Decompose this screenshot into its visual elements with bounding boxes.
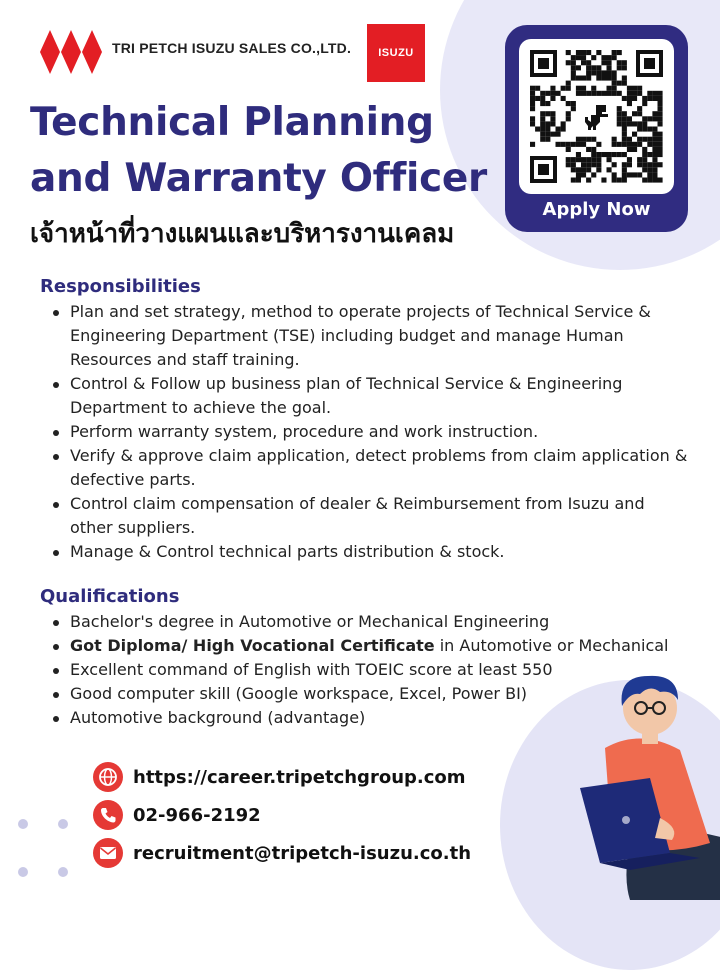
- list-item: Automotive background (advantage): [48, 706, 708, 730]
- responsibilities-heading: Responsibilities: [40, 276, 201, 297]
- phone-contact[interactable]: [93, 800, 261, 830]
- website-contact[interactable]: [93, 762, 466, 792]
- list-item: Excellent command of English with TOEIC score at least 550: [48, 658, 708, 682]
- qr-code[interactable]: [519, 39, 674, 194]
- qualification-emphasis: Got Diploma/ High Vocational Certificate: [70, 636, 435, 655]
- qr-code-icon: [530, 50, 663, 183]
- list-item: Plan and set strategy, method to operate projects of Technical Service & Engineering Department (TSE) including budget and manage Human Resources and staff training.: [48, 300, 688, 372]
- responsibilities-list: [48, 300, 688, 564]
- list-item: Control claim compensation of dealer & Reimbursement from Isuzu and other suppliers.: [48, 492, 688, 540]
- list-item: Verify & approve claim application, detect problems from claim application & defective parts.: [48, 444, 688, 492]
- list-item: Perform warranty system, procedure and work instruction.: [48, 420, 688, 444]
- mail-icon: [93, 838, 123, 868]
- list-item: Bachelor's degree in Automotive or Mechanical Engineering: [48, 610, 708, 634]
- qualification-rest: in Automotive or Mechanical: [434, 636, 669, 655]
- website-link[interactable]: https://career.tripetchgroup.com: [133, 766, 466, 788]
- job-title-line-1: Technical Planning: [30, 100, 434, 145]
- company-name: TRI PETCH ISUZU SALES CO.,LTD.: [112, 40, 352, 56]
- tri-petch-logo-icon: [40, 24, 102, 80]
- apply-now-button[interactable]: Apply Now: [542, 199, 651, 220]
- globe-icon: [93, 762, 123, 792]
- qualifications-heading: Qualifications: [40, 586, 180, 607]
- list-item: Manage & Control technical parts distribution & stock.: [48, 540, 688, 564]
- decorative-dots: [14, 815, 74, 879]
- apply-card[interactable]: [505, 25, 688, 232]
- person-with-laptop-illustration: [560, 668, 720, 900]
- list-item: Good computer skill (Google workspace, Excel, Power BI): [48, 682, 708, 706]
- job-title-thai: เจ้าหน้าที่วางแผนและบริหารงานเคลม: [30, 219, 455, 249]
- phone-number[interactable]: 02-966-2192: [133, 804, 261, 826]
- email-address[interactable]: recruitment@tripetch-isuzu.co.th: [133, 842, 472, 864]
- job-title-line-2: and Warranty Officer: [30, 156, 487, 201]
- isuzu-logo: ISUZU: [367, 24, 425, 82]
- list-item: Control & Follow up business plan of Technical Service & Engineering Department to achieve the goal.: [48, 372, 688, 420]
- dinosaur-icon: [580, 100, 613, 133]
- list-item: [48, 634, 708, 658]
- phone-icon: [93, 800, 123, 830]
- email-contact[interactable]: [93, 838, 471, 868]
- job-title: [30, 95, 500, 207]
